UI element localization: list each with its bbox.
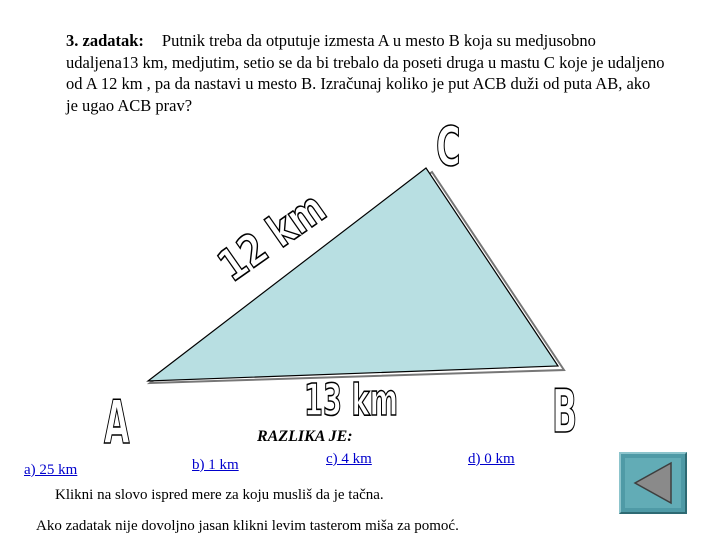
triangle-left-icon (631, 460, 675, 506)
problem-number: 3. zadatak: (66, 31, 144, 50)
vertex-a-label: A (104, 388, 130, 458)
side-ab-label: 13 km (304, 374, 399, 426)
answer-c-link[interactable]: c) 4 km (326, 451, 372, 467)
side-ac-label: 12 km (208, 182, 336, 293)
answer-d-link[interactable]: d) 0 km (468, 451, 515, 467)
vertex-c-label: C (436, 114, 461, 179)
triangle-acb (148, 168, 558, 381)
problem-text: Putnik treba da otputuje izmesta A u mesto B koja su medjusobno udaljena13 km, medjutim, setio se da bi trebalo da poseti druga u mastu C koje je udaljeno od A 12 km , pa da nastavi u mesto B. Izračunaj koliko je put ACB duži od puta AB, ako je ugao ACB prav? (66, 31, 665, 115)
vertex-b-label: B (552, 377, 578, 447)
answer-a-link[interactable]: a) 25 km (24, 462, 78, 478)
answer-b-link[interactable]: b) 1 km (192, 457, 239, 473)
instruction-help: Ako zadatak nije dovoljno jasan klikni levim tasterom miša za pomoć. (36, 518, 459, 534)
back-button[interactable] (619, 452, 687, 514)
instruction-select: Klikni na slovo ispred mere za koju musliš da je tačna. (55, 487, 384, 503)
question-label: RAZLIKA JE: (257, 428, 353, 445)
